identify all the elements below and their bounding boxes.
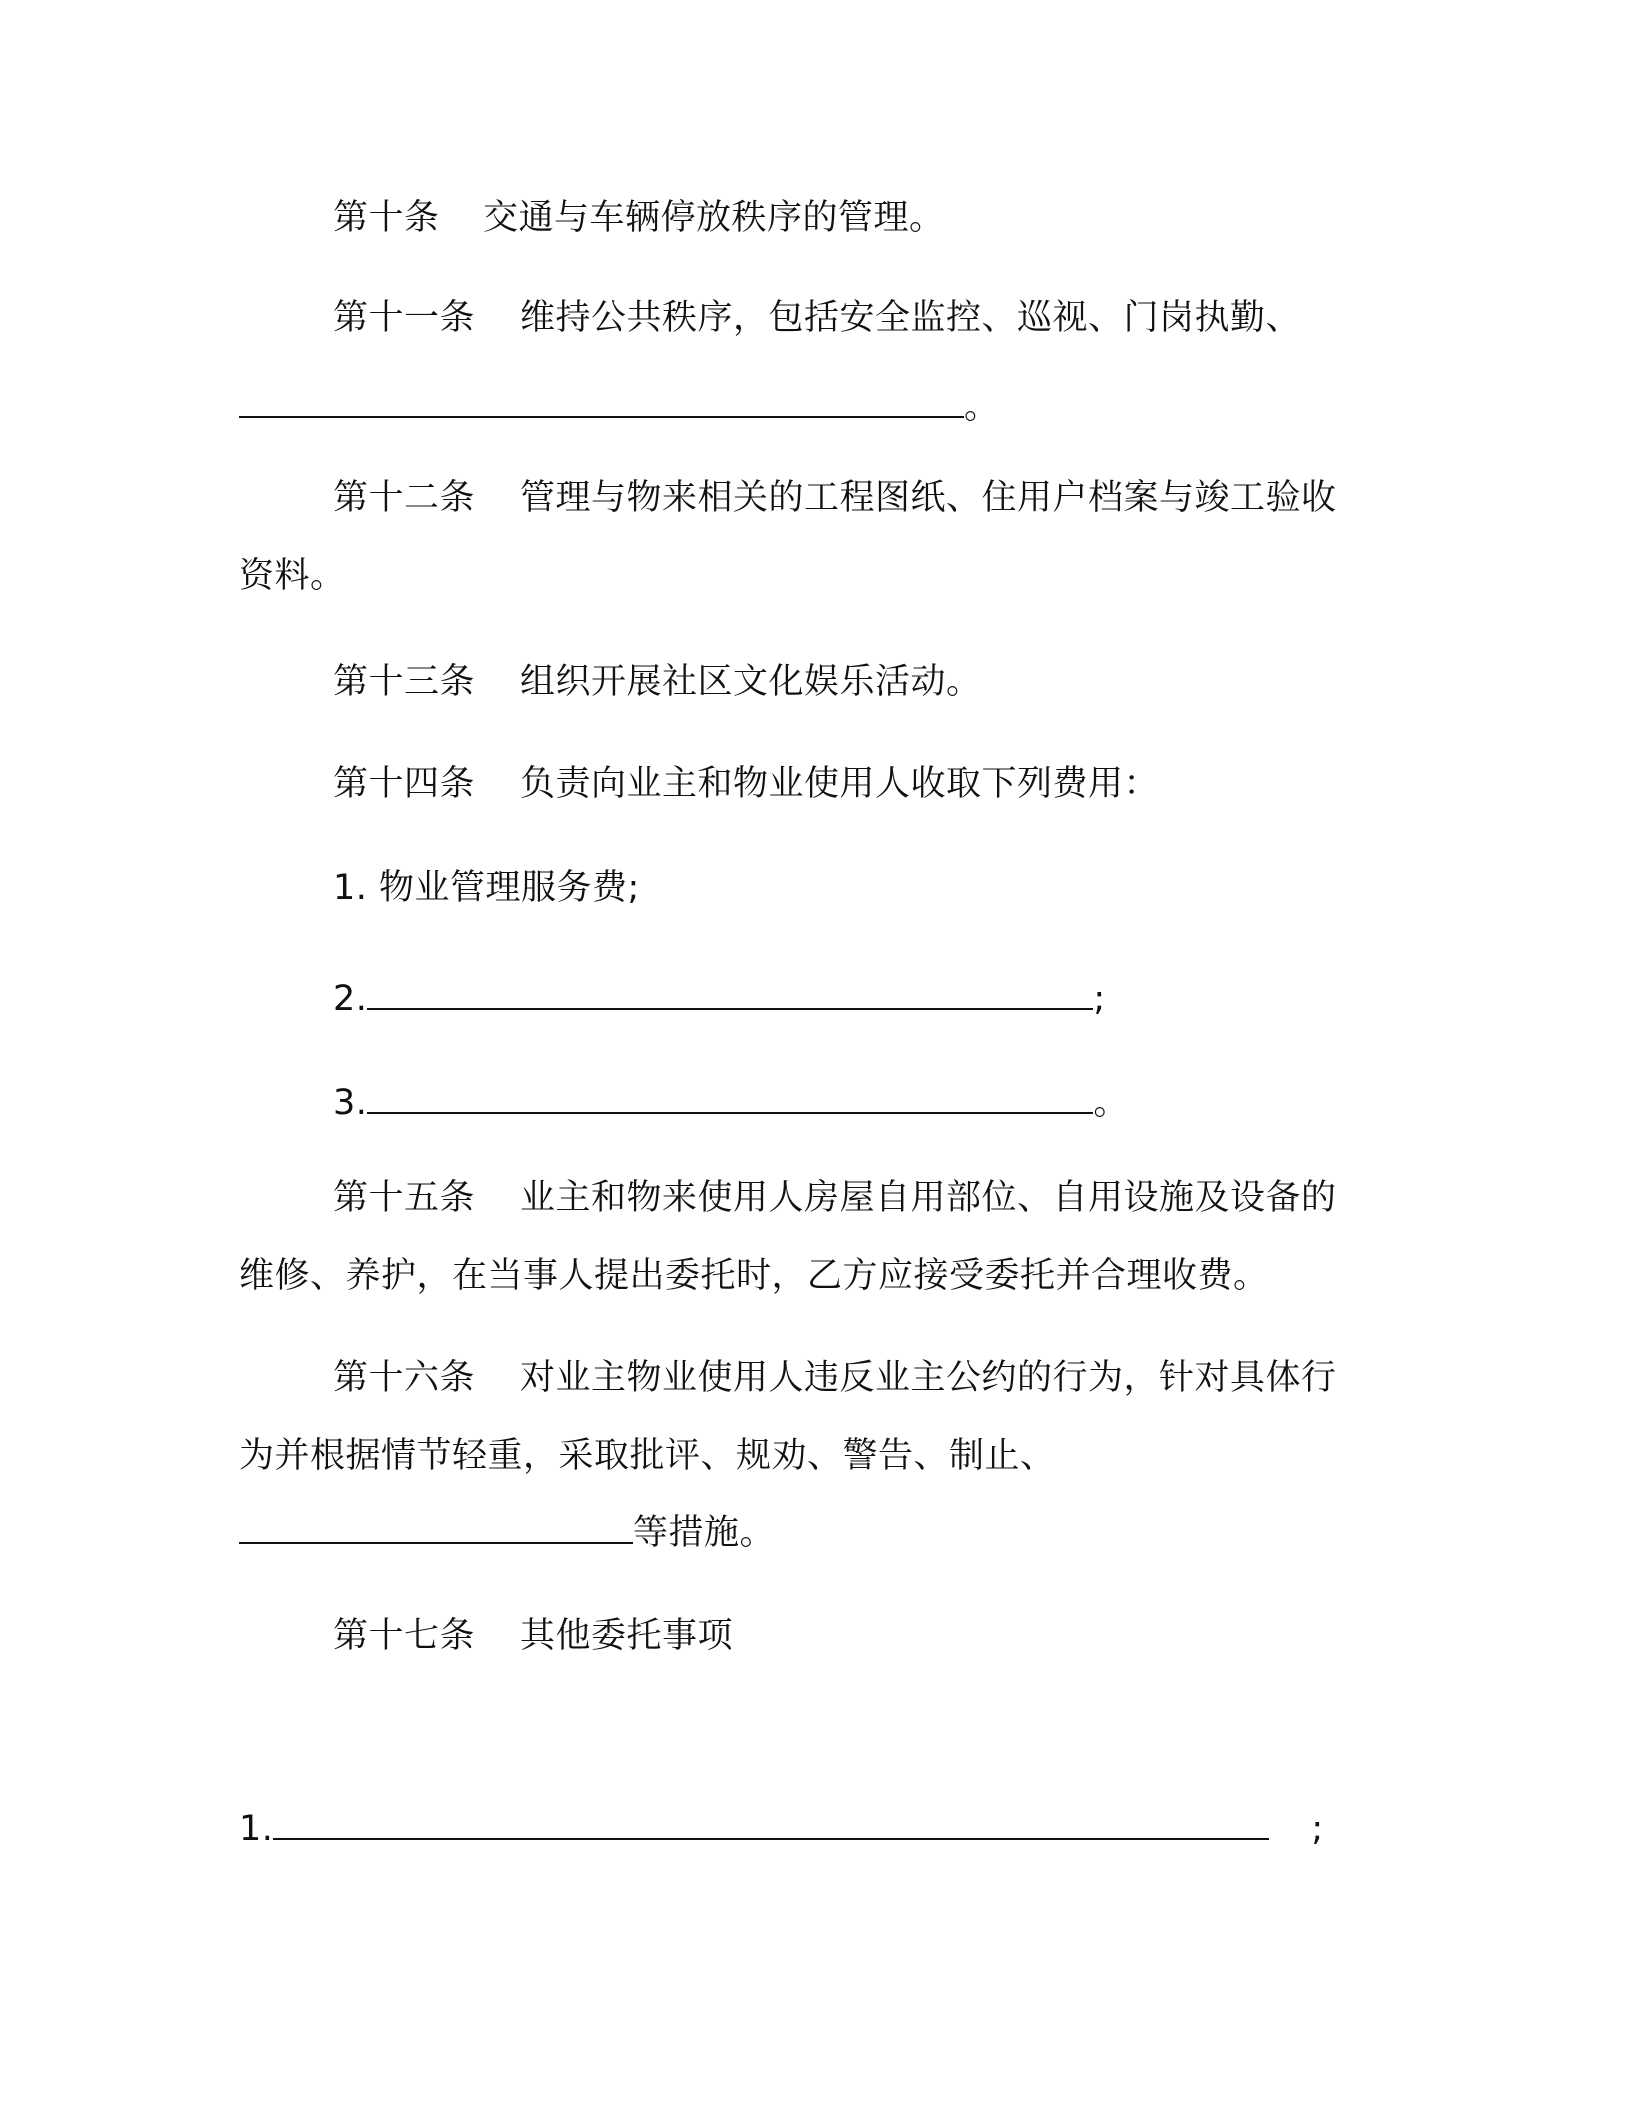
article-11-blank[interactable] (239, 384, 964, 418)
article-14-item-2-end: ; (1093, 979, 1106, 1019)
article-12-label: 第十二条 (333, 478, 476, 518)
article-11-end: 。 (964, 387, 1000, 427)
article-16-text: 对业主物业使用人违反业主公约的行为，针对具体行 (520, 1358, 1337, 1398)
article-15-continuation: 维修、养护，在当事人提出委托时，乙方应接受委托并合理收费。 (239, 1256, 1269, 1296)
article-17-label: 第十七条 (333, 1616, 476, 1656)
article-14-item-1: 1. 物业管理服务费; (333, 868, 640, 908)
article-14 (333, 762, 1159, 806)
article-10 (333, 196, 945, 240)
article-14-item-3-number: 3. (333, 1083, 368, 1123)
article-15 (333, 1176, 1337, 1220)
article-15-label: 第十五条 (333, 1178, 476, 1218)
article-10-text: 交通与车辆停放秩序的管理。 (483, 198, 945, 238)
article-16-continuation: 为并根据情节轻重，采取批评、规劝、警告、制止、 (239, 1436, 1056, 1476)
article-12-continuation: 资料。 (239, 556, 346, 596)
article-14-label: 第十四条 (333, 764, 476, 804)
article-16-fill-line (239, 1510, 775, 1555)
article-11-label: 第十一条 (333, 298, 476, 338)
article-14-item-3-blank[interactable] (367, 1080, 1093, 1114)
article-10-label: 第十条 (333, 198, 440, 238)
article-17-item-1-number: 1. (239, 1809, 274, 1849)
article-16 (333, 1356, 1337, 1400)
article-11-fill-line (239, 384, 1000, 429)
article-16-label: 第十六条 (333, 1358, 476, 1398)
article-11-text: 维持公共秩序，包括安全监控、巡视、门岗执勤、 (520, 298, 1302, 338)
article-14-item-2-number: 2. (333, 979, 368, 1019)
article-14-item-3 (333, 1080, 1129, 1125)
article-14-item-2 (333, 976, 1106, 1021)
article-17-item-1-end: ; (1311, 1809, 1324, 1849)
article-13 (333, 660, 982, 704)
article-17-item-1-blank[interactable] (273, 1806, 1269, 1840)
article-13-label: 第十三条 (333, 662, 476, 702)
article-13-text: 组织开展社区文化娱乐活动。 (520, 662, 982, 702)
article-17-text: 其他委托事项 (520, 1616, 734, 1656)
article-12-text: 管理与物来相关的工程图纸、住用户档案与竣工验收 (520, 478, 1337, 518)
article-11 (333, 296, 1301, 340)
article-17 (333, 1614, 733, 1658)
article-16-end: 等措施。 (633, 1513, 776, 1553)
article-14-item-2-blank[interactable] (367, 976, 1093, 1010)
article-12 (333, 476, 1337, 520)
article-14-item-3-end: 。 (1093, 1083, 1129, 1123)
article-15-text: 业主和物来使用人房屋自用部位、自用设施及设备的 (520, 1178, 1337, 1218)
article-16-blank[interactable] (239, 1510, 633, 1544)
article-14-text: 负责向业主和物业使用人收取下列费用： (520, 764, 1160, 804)
article-17-item-1 (239, 1806, 1324, 1851)
